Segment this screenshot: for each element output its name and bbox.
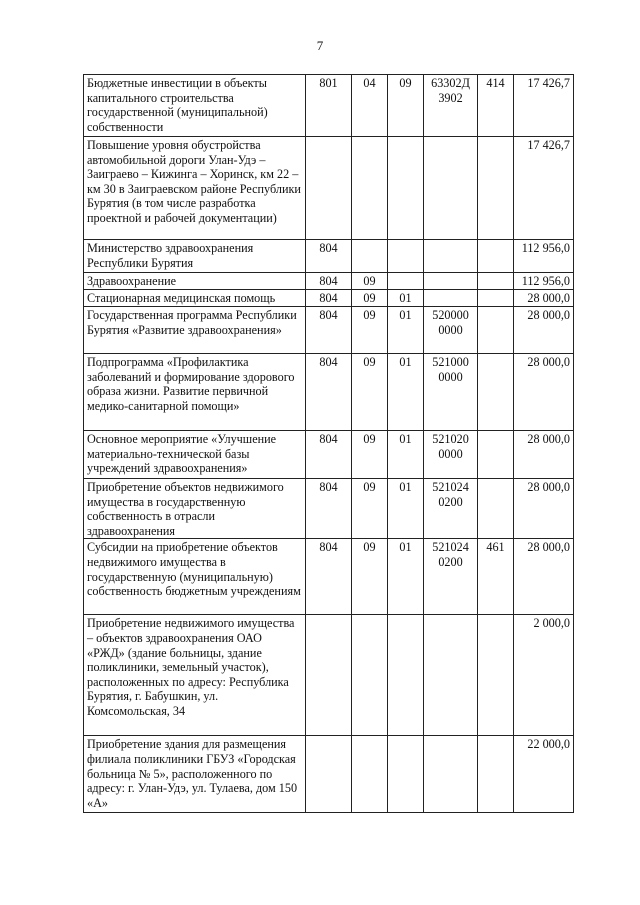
subsection-code bbox=[388, 615, 424, 736]
subsection-code: 01 bbox=[388, 539, 424, 615]
subsection-code: 01 bbox=[388, 354, 424, 431]
row-name: Субсидии на приобретение объектов недвижимого имущества в государственную (муниципальную) собственность бюджетным учреждениям bbox=[84, 539, 306, 615]
section-code: 09 bbox=[352, 290, 388, 307]
ministry-code: 804 bbox=[306, 240, 352, 273]
table-row bbox=[84, 431, 574, 479]
subsection-code: 09 bbox=[388, 75, 424, 137]
table-row bbox=[84, 354, 574, 431]
amount: 112 956,0 bbox=[514, 273, 574, 290]
target-code: 521020 0000 bbox=[424, 431, 478, 479]
target-code: 63302Д 3902 bbox=[424, 75, 478, 137]
amount: 112 956,0 bbox=[514, 240, 574, 273]
subsection-code bbox=[388, 240, 424, 273]
ministry-code bbox=[306, 615, 352, 736]
row-name: Государственная программа Республики Бурятия «Развитие здравоохранения» bbox=[84, 307, 306, 354]
amount: 2 000,0 bbox=[514, 615, 574, 736]
subsection-code: 01 bbox=[388, 307, 424, 354]
subsection-code bbox=[388, 736, 424, 813]
amount: 28 000,0 bbox=[514, 290, 574, 307]
expense-type-code bbox=[478, 273, 514, 290]
expense-type-code bbox=[478, 736, 514, 813]
ministry-code: 804 bbox=[306, 539, 352, 615]
target-code bbox=[424, 736, 478, 813]
expense-type-code bbox=[478, 290, 514, 307]
row-name: Бюджетные инвестиции в объекты капитального строительства государственной (муниципальной) собственности bbox=[84, 75, 306, 137]
section-code bbox=[352, 615, 388, 736]
table-row bbox=[84, 307, 574, 354]
expense-type-code bbox=[478, 615, 514, 736]
table-row bbox=[84, 539, 574, 615]
table-row bbox=[84, 75, 574, 137]
table-row bbox=[84, 736, 574, 813]
expense-type-code bbox=[478, 240, 514, 273]
expense-type-code: 461 bbox=[478, 539, 514, 615]
row-name: Стационарная медицинская помощь bbox=[84, 290, 306, 307]
amount: 17 426,7 bbox=[514, 137, 574, 240]
subsection-code bbox=[388, 273, 424, 290]
target-code bbox=[424, 273, 478, 290]
table-row bbox=[84, 273, 574, 290]
amount: 28 000,0 bbox=[514, 354, 574, 431]
section-code: 09 bbox=[352, 354, 388, 431]
table-row bbox=[84, 615, 574, 736]
target-code: 521024 0200 bbox=[424, 479, 478, 539]
row-name: Приобретение объектов недвижимого имущества в государственную собственность в отрасли здравоохранения bbox=[84, 479, 306, 539]
row-name: Приобретение здания для размещения филиала поликлиники ГБУЗ «Городская больница № 5», расположенного по адресу: г. Улан-Удэ, ул. Тулаева, дом 150 «А» bbox=[84, 736, 306, 813]
expense-type-code bbox=[478, 307, 514, 354]
ministry-code: 804 bbox=[306, 354, 352, 431]
subsection-code: 01 bbox=[388, 479, 424, 539]
row-name: Повышение уровня обустройства автомобильной дороги Улан-Удэ – Заиграево – Кижинга – Хоринск, км 22 – км 30 в Заиграевском районе Республики Бурятия (в том числе разработка проектной и рабочей документации) bbox=[84, 137, 306, 240]
budget-table bbox=[83, 74, 574, 813]
target-code bbox=[424, 137, 478, 240]
row-name: Подпрограмма «Профилактика заболеваний и формирование здорового образа жизни. Развитие первичной медико-санитарной помощи» bbox=[84, 354, 306, 431]
section-code bbox=[352, 240, 388, 273]
row-name: Основное мероприятие «Улучшение материально-технической базы учреждений здравоохранения» bbox=[84, 431, 306, 479]
section-code: 09 bbox=[352, 539, 388, 615]
ministry-code: 804 bbox=[306, 273, 352, 290]
row-name: Министерство здравоохранения Республики Бурятия bbox=[84, 240, 306, 273]
section-code: 04 bbox=[352, 75, 388, 137]
amount: 28 000,0 bbox=[514, 307, 574, 354]
section-code bbox=[352, 736, 388, 813]
target-code: 521024 0200 bbox=[424, 539, 478, 615]
subsection-code: 01 bbox=[388, 431, 424, 479]
target-code: 521000 0000 bbox=[424, 354, 478, 431]
table-row bbox=[84, 137, 574, 240]
ministry-code bbox=[306, 736, 352, 813]
amount: 22 000,0 bbox=[514, 736, 574, 813]
subsection-code: 01 bbox=[388, 290, 424, 307]
row-name: Здравоохранение bbox=[84, 273, 306, 290]
section-code: 09 bbox=[352, 273, 388, 290]
expense-type-code bbox=[478, 137, 514, 240]
table-row bbox=[84, 290, 574, 307]
expense-type-code bbox=[478, 479, 514, 539]
target-code bbox=[424, 240, 478, 273]
ministry-code: 804 bbox=[306, 307, 352, 354]
section-code: 09 bbox=[352, 431, 388, 479]
table-row bbox=[84, 479, 574, 539]
target-code: 520000 0000 bbox=[424, 307, 478, 354]
ministry-code: 801 bbox=[306, 75, 352, 137]
amount: 28 000,0 bbox=[514, 431, 574, 479]
ministry-code: 804 bbox=[306, 479, 352, 539]
ministry-code: 804 bbox=[306, 290, 352, 307]
amount: 17 426,7 bbox=[514, 75, 574, 137]
target-code bbox=[424, 615, 478, 736]
target-code bbox=[424, 290, 478, 307]
expense-type-code: 414 bbox=[478, 75, 514, 137]
amount: 28 000,0 bbox=[514, 479, 574, 539]
section-code bbox=[352, 137, 388, 240]
expense-type-code bbox=[478, 354, 514, 431]
expense-type-code bbox=[478, 431, 514, 479]
page-number: 7 bbox=[316, 38, 324, 53]
table-row bbox=[84, 240, 574, 273]
row-name: Приобретение недвижимого имущества – объектов здравоохранения ОАО «РЖД» (здание больницы, здание поликлиники, земельный участок), расположенных по адресу: Республика Бурятия, г. Бабушкин, ул. Комсомольская, 34 bbox=[84, 615, 306, 736]
section-code: 09 bbox=[352, 479, 388, 539]
subsection-code bbox=[388, 137, 424, 240]
amount: 28 000,0 bbox=[514, 539, 574, 615]
ministry-code bbox=[306, 137, 352, 240]
ministry-code: 804 bbox=[306, 431, 352, 479]
section-code: 09 bbox=[352, 307, 388, 354]
